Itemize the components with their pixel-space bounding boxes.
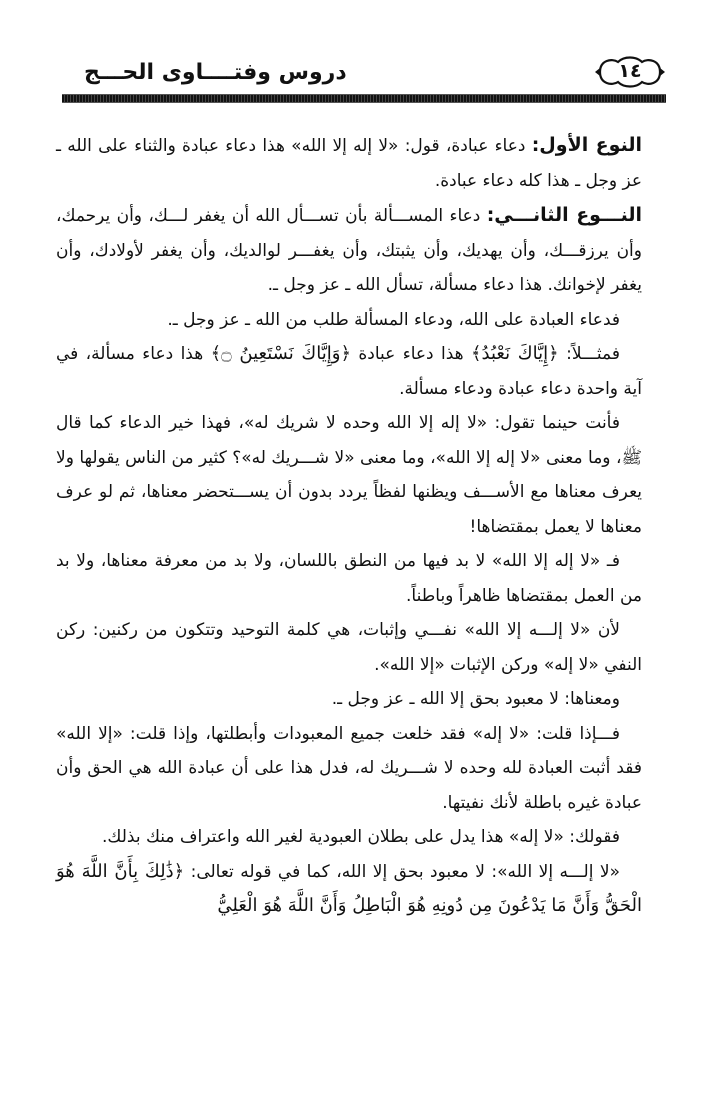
- paragraph-type-one: [56, 128, 642, 198]
- paragraph: فـــإذا قلت: «لا إله» فقد خلعت جميع المعبودات وأبطلتها، وإذا قلت: «إلا الله» فقد أثبت العبادة لله وحده لا شـــريك له، فدل هذا على أن عبادة الله هي الحق وأن عبادة غيره باطلة لأنك نفيتها.: [56, 723, 642, 813]
- running-title: دروس وفتــــاوى الحـــج: [84, 60, 347, 85]
- paragraph: فـ «لا إله إلا الله» لا بد فيها من النطق باللسان، ولا بد من معرفة معناها، ولا بد من العمل بمقتضاها ظاهراً وباطناً.: [56, 551, 642, 606]
- paragraph-text: دعاء عبادة، قول: «لا إله إلا الله» هذا دعاء عبادة والثناء على الله ـ عز وجل ـ هذا كله دعاء عبادة.: [56, 136, 642, 191]
- paragraph: فقولك: «لا إله» هذا يدل على بطلان العبودية لغير الله واعتراف منك بذلك.: [102, 827, 620, 847]
- paragraph-text: هذا دعاء مسألة، في آية واحدة دعاء عبادة ودعاء مسألة.: [56, 344, 642, 399]
- paragraph-text: فمثـــلاً:: [558, 344, 620, 364]
- paragraph-lead: النوع الأول:: [531, 134, 642, 156]
- paragraph-type-two: [56, 198, 642, 303]
- quran-verse: ﴿وَإِيَّاكَ نَسْتَعِينُ ۝﴾: [210, 343, 351, 364]
- body-text: [56, 128, 642, 924]
- paragraph-text: هذا دعاء عبادة: [351, 344, 471, 364]
- paragraph: فدعاء العبادة على الله، ودعاء المسألة طلب من الله ـ عز وجل ـ.: [167, 309, 620, 330]
- paragraph-quote: [56, 855, 642, 924]
- header-rule: [62, 94, 666, 103]
- paragraph-example: [56, 337, 642, 406]
- paragraph: ومعناها: لا معبود بحق إلا الله ـ عز وجل ـ.: [331, 689, 620, 709]
- page-header: [62, 52, 666, 102]
- paragraph-text: «لا إلـــه إلا الله»: لا معبود بحق إلا الله، كما في قوله تعالى:: [184, 861, 621, 882]
- paragraph-lead: النـــوع الثانـــي:: [486, 204, 642, 226]
- paragraph: لأن «لا إلـــه إلا الله» نفـــي وإثبات، هي كلمة التوحيد وتتكون من ركنين: ركن النفي «لا إله» وركن الإثبات «إلا الله».: [56, 620, 642, 675]
- quran-verse: ﴿إِيَّاكَ نَعْبُدُ﴾: [470, 343, 559, 364]
- paragraph-text: دعاء المســـألة بأن تســـأل الله أن يغفر لـــك، وأن يرحمك، وأن يرزقـــك، وأن يهديك، وأن يثبتك، وأن يغفـــر لوالديك، وأن يغفر لأولادك، وأن يغفر لإخوانك. هذا دعاء مسألة، تسأل الله ـ عز وجل ـ.: [56, 206, 642, 295]
- paragraph: فأنت حينما تقول: «لا إله إلا الله وحده لا شريك له»، فهذا خير الدعاء كما قال ﷺ، وما معنى «لا إله إلا الله»، وما معنى «لا شـــريك له»؟ كثير من الناس يقولها ولا يعرف معناها مع الأســـف ويظنها لفظاً يردد بدون أن يســـتحضر معناها، ثم لو عرف معناها لا يعمل بمقتضاها!: [56, 413, 642, 537]
- quran-verse: ﴿ذَٰلِكَ بِأَنَّ اللَّهَ هُوَ الْحَقُّ وَأَنَّ مَا يَدْعُونَ مِن دُونِهِ هُوَ الْبَاطِلُ وَأَنَّ اللَّهَ هُوَ الْعَلِيُّ: [56, 860, 642, 916]
- page-number: ١٤: [618, 60, 642, 82]
